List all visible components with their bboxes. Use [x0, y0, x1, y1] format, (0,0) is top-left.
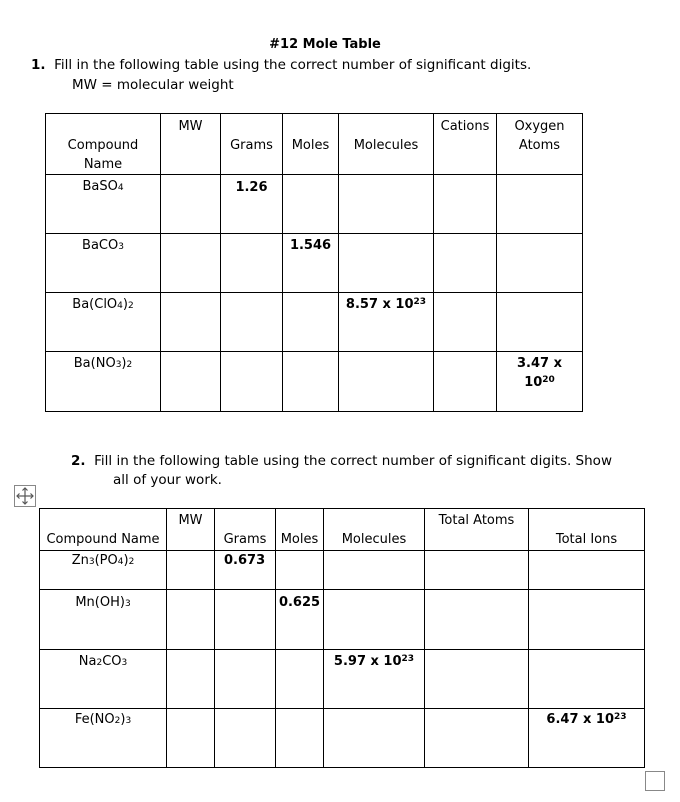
total-atoms-cell[interactable] — [425, 709, 529, 768]
grams-cell[interactable] — [215, 590, 276, 650]
mw-cell[interactable] — [167, 650, 215, 709]
header-cations: Cations — [434, 114, 497, 175]
table-move-handle[interactable] — [14, 485, 36, 507]
table2-header-row — [40, 509, 645, 551]
q2-text-line2: all of your work. — [113, 472, 222, 488]
header-mw: MW — [161, 114, 221, 175]
q2-number: 2. — [71, 453, 86, 469]
header-moles: Moles — [283, 114, 339, 175]
header-grams: Grams — [221, 114, 283, 175]
move-arrows-icon — [15, 486, 35, 506]
header-molecules: Molecules — [324, 509, 425, 551]
oxygen-atoms-cell[interactable]: 3.47 x $10^{20}$ — [497, 352, 583, 412]
mw-cell[interactable] — [161, 293, 221, 352]
q1-text: Fill in the following table using the correct number of significant digits. — [54, 57, 532, 73]
molecules-cell[interactable] — [339, 175, 434, 234]
mw-cell[interactable] — [167, 709, 215, 768]
table1-header-row — [46, 114, 583, 175]
molecules-cell[interactable]: 5.97 x $10^{23}$ — [324, 650, 425, 709]
total-ions-cell[interactable] — [529, 650, 645, 709]
molecules-cell[interactable]: 8.57 x $10^{23}$ — [339, 293, 434, 352]
cations-cell[interactable] — [434, 352, 497, 412]
header-oxygen-atoms: Oxygen Atoms — [497, 114, 583, 175]
compound-cell: Na2CO3 — [40, 650, 167, 709]
mw-cell[interactable] — [161, 234, 221, 293]
total-atoms-cell[interactable] — [425, 590, 529, 650]
total-atoms-cell[interactable] — [425, 551, 529, 590]
compound-cell: Fe(NO2)3 — [40, 709, 167, 768]
compound-cell: Ba(ClO4)2 — [46, 293, 161, 352]
header-molecules: Molecules — [339, 114, 434, 175]
table-resize-handle[interactable] — [645, 771, 665, 791]
q2-instruction — [71, 452, 612, 471]
moles-cell[interactable] — [276, 551, 324, 590]
moles-cell[interactable] — [283, 293, 339, 352]
molecules-cell[interactable] — [324, 551, 425, 590]
q1-mw-note: MW = molecular weight — [72, 77, 234, 93]
moles-cell[interactable] — [276, 650, 324, 709]
total-atoms-cell[interactable] — [425, 650, 529, 709]
table-row — [46, 352, 583, 412]
header-grams: Grams — [215, 509, 276, 551]
oxygen-atoms-cell[interactable] — [497, 293, 583, 352]
header-mw: MW — [167, 509, 215, 551]
q1-number: 1. — [31, 57, 46, 73]
mw-cell[interactable] — [161, 352, 221, 412]
mw-cell[interactable] — [167, 551, 215, 590]
molecules-cell[interactable] — [339, 234, 434, 293]
grams-cell[interactable] — [221, 234, 283, 293]
moles-cell[interactable] — [283, 175, 339, 234]
table-row — [40, 709, 645, 768]
header-compound-name: Compound Name — [46, 114, 161, 175]
header-moles: Moles — [276, 509, 324, 551]
grams-cell[interactable]: 1.26 — [221, 175, 283, 234]
total-ions-cell[interactable] — [529, 551, 645, 590]
total-ions-cell[interactable]: 6.47 x $10^{23}$ — [529, 709, 645, 768]
compound-cell: Zn3(PO4)2 — [40, 551, 167, 590]
cations-cell[interactable] — [434, 175, 497, 234]
header-total-ions: Total Ions — [529, 509, 645, 551]
total-ions-cell[interactable] — [529, 590, 645, 650]
mw-cell[interactable] — [167, 590, 215, 650]
moles-cell[interactable]: 0.625 — [276, 590, 324, 650]
q2-text: Fill in the following table using the correct number of significant digits. Show — [94, 453, 612, 469]
compound-cell: Mn(OH)3 — [40, 590, 167, 650]
table-row — [46, 293, 583, 352]
oxygen-atoms-cell[interactable] — [497, 175, 583, 234]
molecules-cell[interactable] — [324, 590, 425, 650]
table-row — [46, 175, 583, 234]
oxygen-atoms-cell[interactable] — [497, 234, 583, 293]
mole-table-2 — [39, 508, 645, 768]
grams-cell[interactable] — [215, 650, 276, 709]
grams-cell[interactable] — [221, 352, 283, 412]
grams-cell[interactable] — [221, 293, 283, 352]
compound-cell: BaSO4 — [46, 175, 161, 234]
table-row — [46, 234, 583, 293]
cations-cell[interactable] — [434, 234, 497, 293]
moles-cell[interactable] — [276, 709, 324, 768]
grams-cell[interactable]: 0.673 — [215, 551, 276, 590]
cations-cell[interactable] — [434, 293, 497, 352]
moles-cell[interactable]: 1.546 — [283, 234, 339, 293]
q1-instruction — [31, 56, 531, 75]
mole-table-1 — [45, 113, 583, 412]
table-row — [40, 590, 645, 650]
molecules-cell[interactable] — [324, 709, 425, 768]
molecules-cell[interactable] — [339, 352, 434, 412]
compound-cell: BaCO3 — [46, 234, 161, 293]
compound-cell: Ba(NO3)2 — [46, 352, 161, 412]
moles-cell[interactable] — [283, 352, 339, 412]
mw-cell[interactable] — [161, 175, 221, 234]
page-title: #12 Mole Table — [269, 37, 381, 52]
header-total-atoms: Total Atoms — [425, 509, 529, 551]
table-row — [40, 551, 645, 590]
header-compound-name: Compound Name — [40, 509, 167, 551]
grams-cell[interactable] — [215, 709, 276, 768]
table-row — [40, 650, 645, 709]
